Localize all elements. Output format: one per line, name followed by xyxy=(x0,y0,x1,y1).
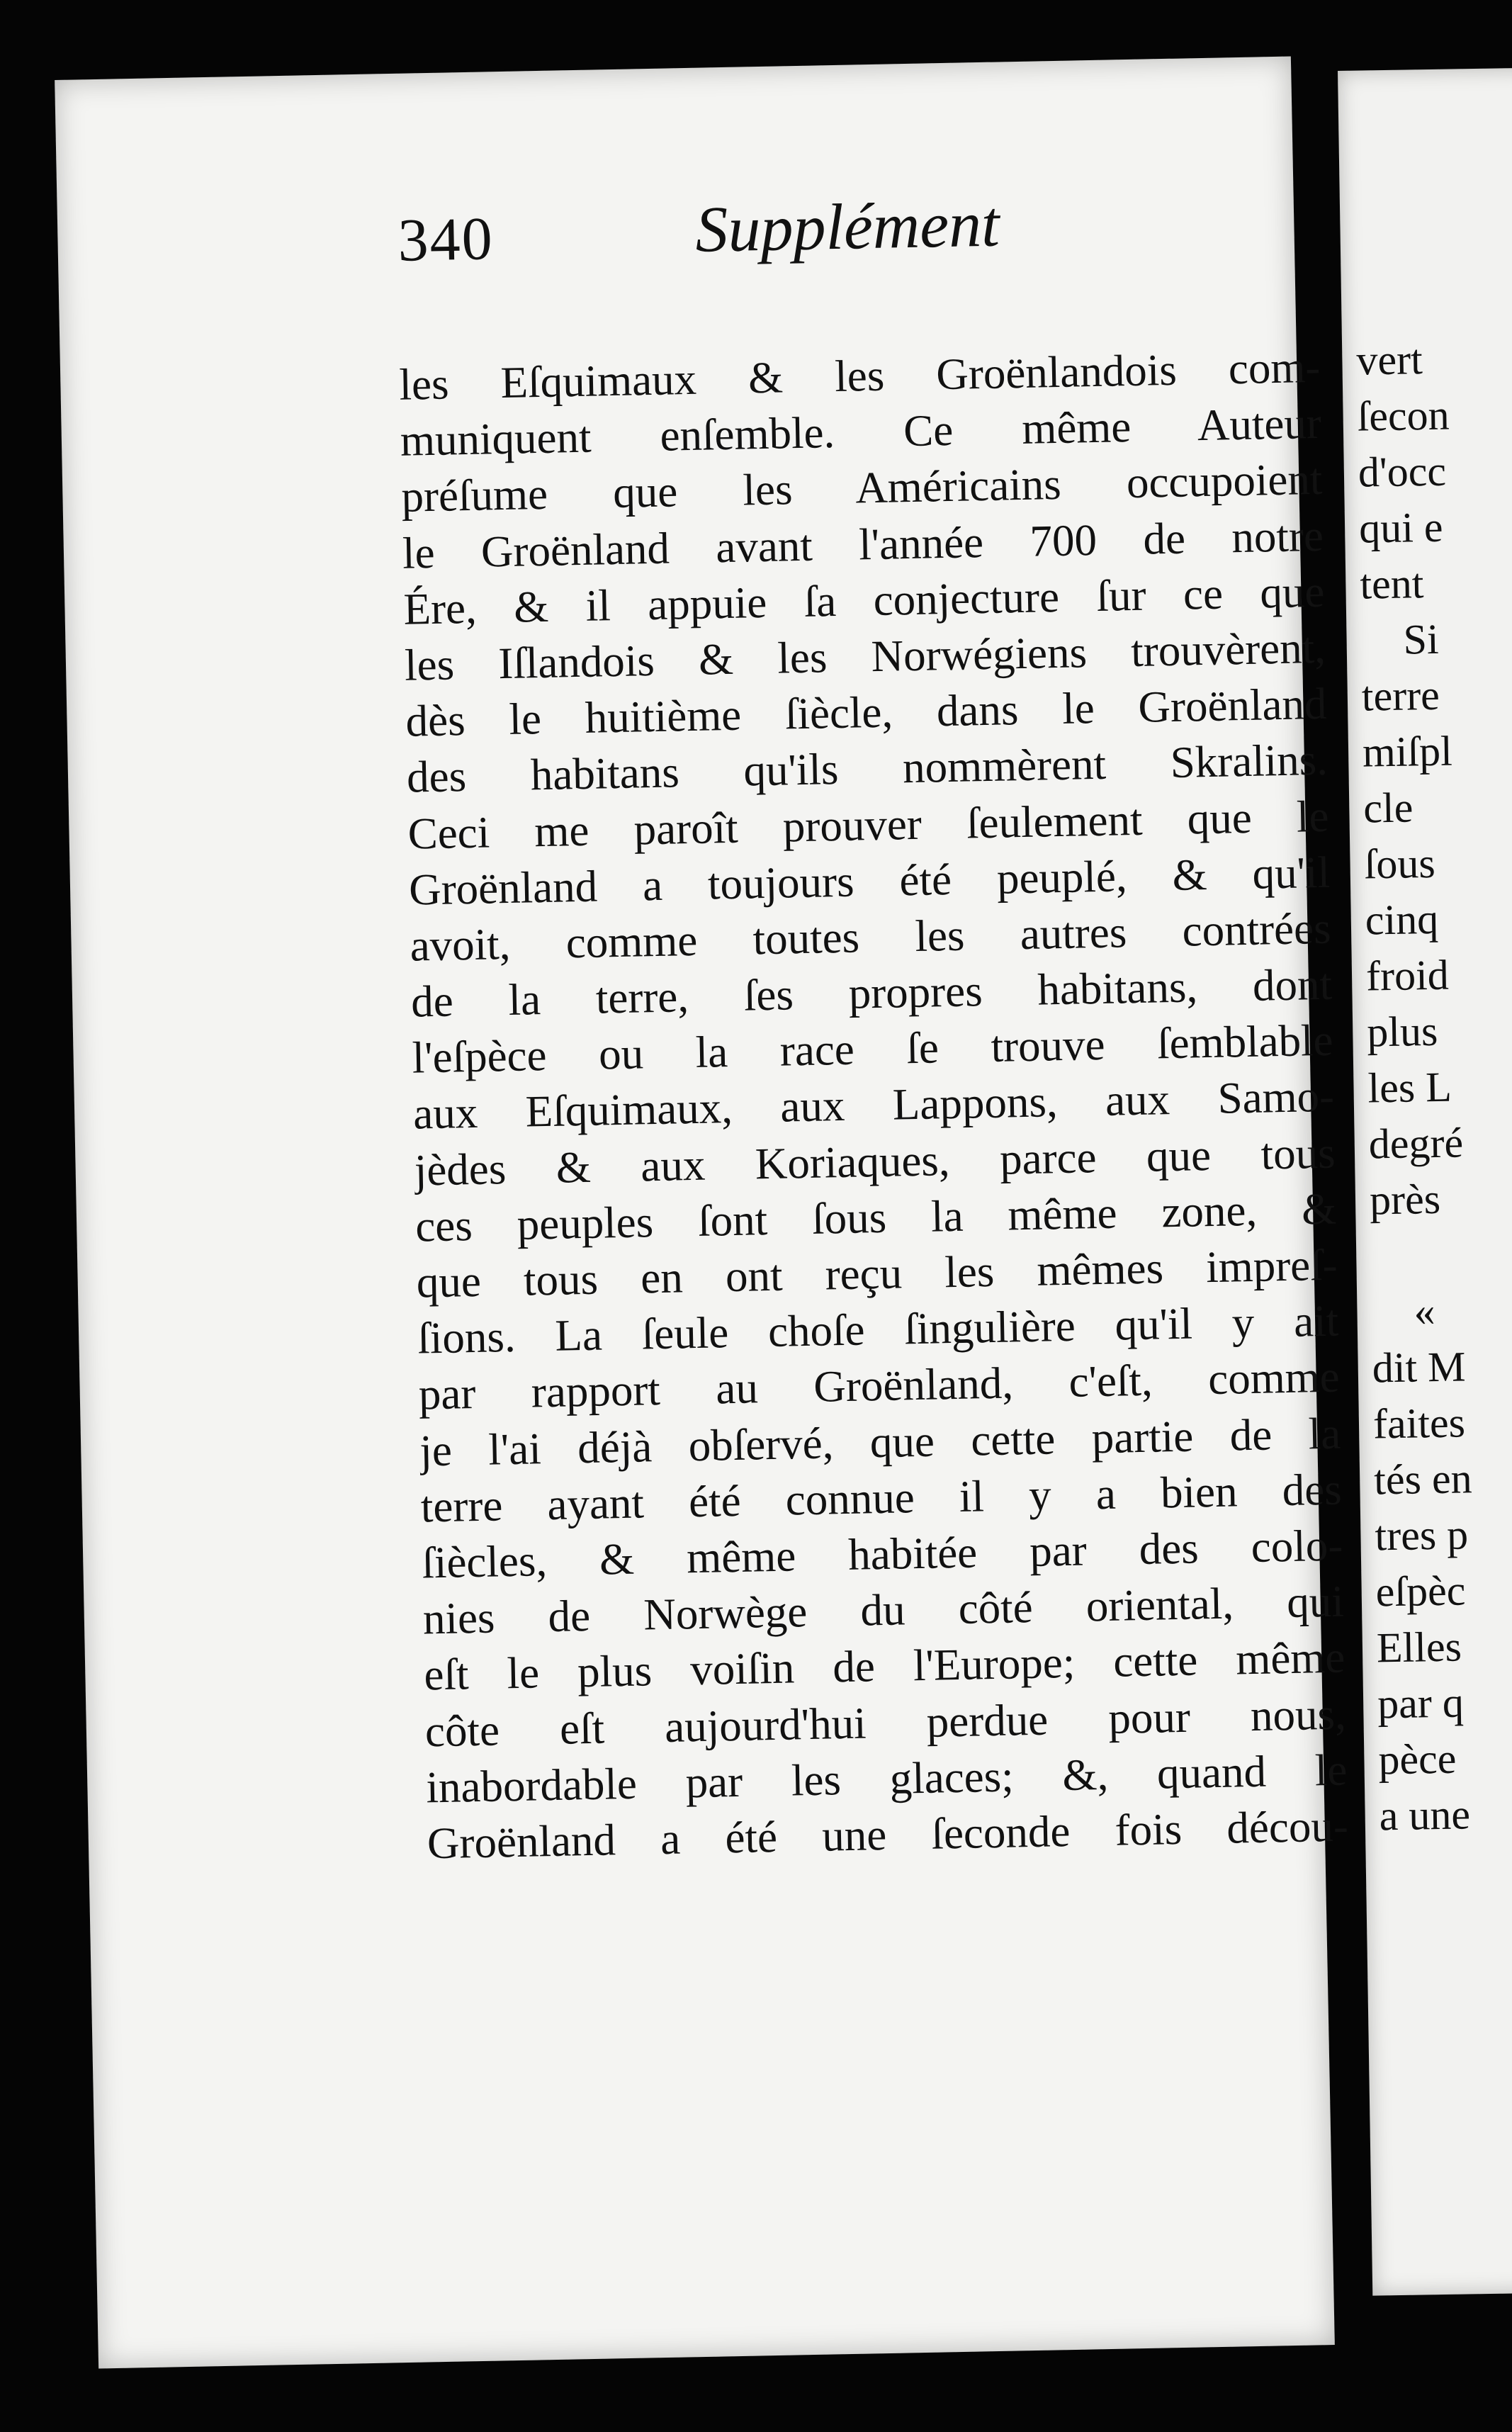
page-number: 340 xyxy=(397,204,495,274)
text-line: que tous en ont reçu les mêmes impreſ- xyxy=(416,1239,1338,1307)
right-page-fragment xyxy=(1338,67,1512,2295)
text-line: dit M xyxy=(1372,1343,1466,1392)
text-line: Si xyxy=(1403,615,1440,663)
text-line: les Iſlandois & les Norwégiens trouvèrent, xyxy=(404,622,1326,690)
text-line: ſous xyxy=(1364,839,1436,888)
text-line: Elles xyxy=(1376,1623,1462,1672)
text-line: près xyxy=(1369,1175,1441,1224)
text-line: avoit, comme toutes les autres contrées xyxy=(410,903,1332,971)
text-line: Ceci me paroît prouver ſeulement que le xyxy=(407,791,1330,859)
text-line: eſt le plus voiſin de l'Europe; cette même xyxy=(423,1632,1345,1700)
text-line: miſpl xyxy=(1362,727,1453,776)
text-line: les L xyxy=(1367,1063,1452,1112)
text-line: vert xyxy=(1355,336,1423,384)
text-line: cinq xyxy=(1365,895,1439,944)
body-text xyxy=(399,339,1349,1872)
text-line: préſume que les Américains occupoient xyxy=(400,454,1323,522)
blank-line xyxy=(1370,1227,1469,1284)
text-line: des habitans qu'ils nommèrent Skralins. xyxy=(406,735,1328,802)
text-line: ſiècles, & même habitée par des colo- xyxy=(421,1520,1343,1588)
text-line: cle xyxy=(1363,784,1414,832)
text-line: pèce xyxy=(1377,1735,1457,1784)
text-line: Ére, & il appuie ſa conjecture ſur ce que xyxy=(402,566,1326,634)
text-line: aux Eſquimaux, aux Lappons, aux Samo- xyxy=(412,1071,1335,1139)
text-line: jèdes & aux Koriaques, parce que tous xyxy=(414,1127,1336,1195)
text-line: eſpèc xyxy=(1375,1567,1466,1616)
text-line: tres p xyxy=(1374,1511,1469,1560)
text-line: l'eſpèce ou la race ſe trouve ſemblable xyxy=(412,1015,1334,1083)
text-line: Groënland a toujours été peuplé, & qu'il xyxy=(408,847,1331,915)
text-line: muniquent enſemble. Ce même Auteur xyxy=(400,398,1322,466)
page-header xyxy=(327,187,1320,284)
text-line: degré xyxy=(1368,1119,1464,1168)
text-line: par q xyxy=(1377,1679,1465,1728)
text-line: tent xyxy=(1359,560,1424,608)
text-line: terre ayant été connue il y a bien des xyxy=(420,1464,1343,1532)
text-line: faites xyxy=(1372,1399,1466,1448)
text-line: nies de Norwège du côté oriental, qui xyxy=(422,1576,1345,1644)
text-line: le Groënland avant l'année 700 de notre xyxy=(402,510,1324,578)
text-line: je l'ai déjà obſervé, que cette partie de la xyxy=(419,1408,1341,1476)
text-line: qui e xyxy=(1358,503,1443,552)
text-line: ces peuples ſont ſous la même zone, & xyxy=(414,1183,1337,1251)
text-line: dès le huitième ſiècle, dans le Groënland xyxy=(405,678,1328,746)
text-line: tés en xyxy=(1373,1455,1473,1504)
text-line: par rapport au Groënland, c'eſt, comme xyxy=(418,1351,1341,1419)
text-line: les Eſquimaux & les Groënlandois com- xyxy=(398,342,1321,410)
text-line: de la terre, ſes propres habitans, dont xyxy=(410,959,1333,1027)
left-page xyxy=(55,57,1349,2369)
text-line: côte eſt aujourd'hui perdue pour nous, xyxy=(424,1688,1347,1756)
text-line: inabordable par les glaces; &, quand le xyxy=(425,1745,1348,1813)
text-line: ſecon xyxy=(1357,391,1450,440)
text-line: d'occ xyxy=(1358,447,1447,496)
text-line: Groënland a été une ſeconde fois décou- xyxy=(427,1801,1349,1869)
text-line: « xyxy=(1413,1288,1436,1335)
text-line: ſions. La ſeule choſe ſingulière qu'il y ait xyxy=(417,1295,1339,1363)
text-line: terre xyxy=(1361,671,1440,720)
text-line: plus xyxy=(1366,1007,1438,1056)
text-line: froid xyxy=(1365,951,1450,1000)
running-title: Supplément xyxy=(694,187,1000,266)
right-page-text xyxy=(1356,331,1478,1844)
text-line: a une xyxy=(1379,1791,1471,1840)
